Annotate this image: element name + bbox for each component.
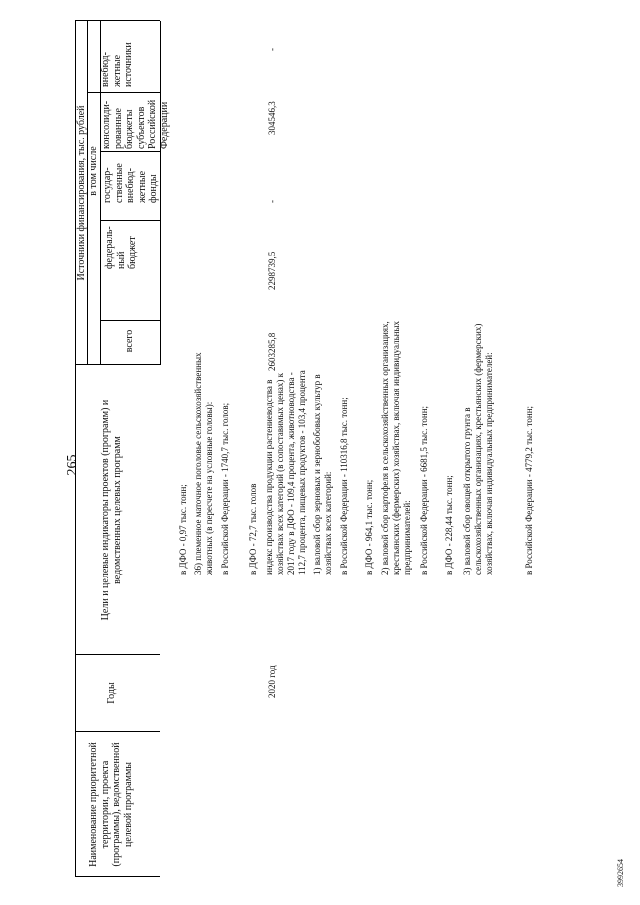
goal-line: в ДФО - 964,1 тыс. тонн; xyxy=(364,479,374,575)
header-total: всего xyxy=(124,329,135,353)
goal-line: в ДФО - 228,44 тыс. тонн; xyxy=(444,475,454,575)
header-regional: консолиди-рованные бюджеты субъектов Российской Федерации xyxy=(101,99,170,149)
value-extra: - xyxy=(267,48,277,51)
header-state-funds: государ-ственные внебюд-жетные фонды xyxy=(102,163,159,203)
goal-line: в Российской Федерации - 6681,5 тыс. тонн; xyxy=(419,405,429,575)
header-including: в том числе xyxy=(88,146,99,196)
header-name: Наименование приоритетной территории, проекта (программы), ведомственной целевой программы xyxy=(88,742,134,867)
goal-line: 2) валовой сбор картофеля в сельскохозяйственных организациях, крестьянских (фермерских) хозяйствах, включая индивидуальных предпринимателей: xyxy=(380,320,412,575)
value-regional: 304546,3 xyxy=(267,101,277,135)
header-goals: Цели и целевые индикаторы проектов (программ) и ведомственных целевых программ xyxy=(100,399,123,621)
goal-line: в Российской Федерации - 4779,2 тыс. тонн; xyxy=(524,405,534,575)
goal-line: в ДФО - 0,97 тыс. тонн; xyxy=(178,484,188,575)
header-funding-sources: Источники финансирования, тыс. рублей xyxy=(76,105,87,281)
value-state-funds: - xyxy=(267,200,277,203)
goal-line: 36) племенное маточное поголовье сельскохозяйственных животных (в пересчете на условные головы): xyxy=(193,352,214,575)
goal-line: в Российской Федерации - 110316,8 тыс. тонн; xyxy=(339,397,349,575)
year-cell: 2020 год xyxy=(267,665,277,698)
header-federal: федераль-ный бюджет xyxy=(104,226,138,269)
value-total: 2603285,8 xyxy=(267,332,277,371)
document-id: 3992654 xyxy=(616,859,625,887)
goal-line: 1) валовой сбор зерновых и зернобобовых культур в хозяйствах всех категорий: xyxy=(312,374,333,575)
page-number: 265 xyxy=(65,454,80,476)
value-federal: 2298739,5 xyxy=(267,251,277,290)
goal-line: 3) валовой сбор овощей открытого грунта в сельскохозяйственных организациях, крестьянских (фермерских) хозяйствах, включая индивидуальных предпринимателей: xyxy=(462,323,494,575)
goal-line: в ДФО - 72,7 тыс. голов xyxy=(248,483,258,575)
header-extra: внебюд-жетные источники xyxy=(100,42,134,87)
goal-line: в Российской Федерации - 1740,7 тыс. голов; xyxy=(220,402,230,575)
header-years: Годы xyxy=(106,682,117,704)
goal-line: индекс производства продукции растениеводства в хозяйствах всех категорий (в сопоставимых ценах) к 2017 году в ДФО - 109,4 процента, животноводства - 112,7 процента, пищевых продуктов - 103,4 процента xyxy=(264,370,307,575)
